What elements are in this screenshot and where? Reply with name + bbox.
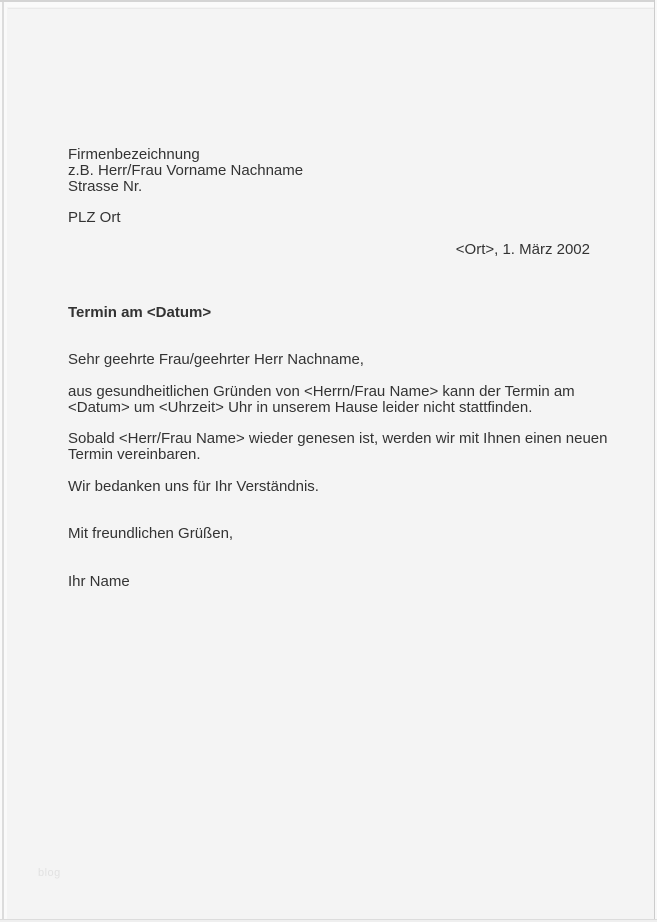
page-border-top-inner xyxy=(8,8,657,9)
recipient-city-line: PLZ Ort xyxy=(68,209,121,227)
page-border-left-line xyxy=(2,2,4,922)
page-border-right-line xyxy=(654,0,655,922)
subject-line: Termin am <Datum> xyxy=(68,303,212,321)
page-border-top-band xyxy=(0,2,657,7)
letter-content xyxy=(68,146,608,590)
salutation-line: Sehr geehrte Frau/geehrter Herr Nachname, xyxy=(68,351,364,369)
paragraph-line: Termin vereinbaren. xyxy=(68,446,201,464)
body-paragraph-1 xyxy=(68,384,590,416)
body-paragraph-2 xyxy=(68,430,608,464)
recipient-address-block xyxy=(68,147,590,226)
paragraph-line: aus gesundheitlichen Gründen von <Herrn/Frau Name> kann der Termin am xyxy=(68,382,575,400)
paragraph-line: Wir bedanken uns für Ihr Verständnis. xyxy=(68,477,319,495)
recipient-company-line: Firmenbezeichnung xyxy=(68,146,200,163)
closing-line: Mit freundlichen Grüßen, xyxy=(68,525,234,543)
paragraph-line: <Datum> um <Uhrzeit> Uhr in unserem Hause leider nicht stattfinden. xyxy=(68,398,533,416)
watermark-text: blog xyxy=(38,867,61,879)
signature-name-line: Ihr Name xyxy=(68,572,130,590)
body-paragraph-3 xyxy=(68,479,590,495)
paragraph-line: Sobald <Herr/Frau Name> wieder genesen ist, werden wir mit Ihnen einen neuen xyxy=(68,430,608,448)
recipient-name-line: z.B. Herr/Frau Vorname Nachname xyxy=(68,161,304,179)
recipient-street-line: Strasse Nr. xyxy=(68,177,143,195)
date-line: <Ort>, 1. März 2002 xyxy=(455,240,590,258)
